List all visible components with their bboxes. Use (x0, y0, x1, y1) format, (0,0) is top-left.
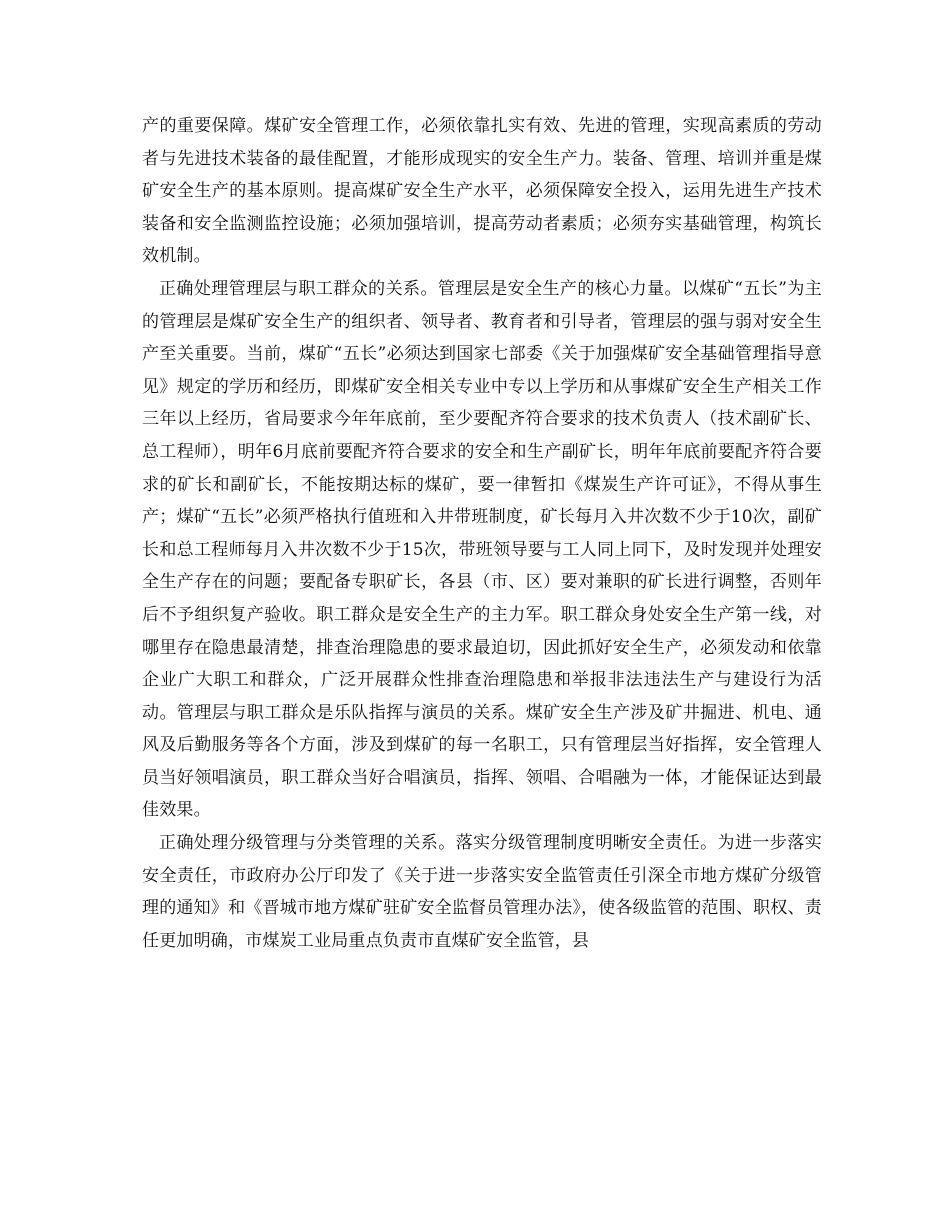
paragraph-tiered-and-categorized-management: 正确处理分级管理与分类管理的关系。落实分级管理制度明晰安全责任。为进一步落实安全责任，市政府办公厅印发了《关于进一步落实安全监管责任引深全市地方煤矿分级管理的通知》和《晋城市地方煤矿驻矿安全监督员管理办法》，使各级监管的范围、职权、责任更加明确，市煤炭工业局重点负责市直煤矿安全监管，县 (142, 833, 822, 951)
document-page (142, 110, 822, 957)
paragraph-management-and-workers: 正确处理管理层与职工群众的关系。管理层是安全生产的核心力量。以煤矿“五长”为主的管理层是煤矿安全生产的组织者、领导者、教育者和引导者，管理层的强与弱对安全生产至关重要。当前，煤矿“五长”必须达到国家七部委《关于加强煤矿安全基础管理指导意见》规定的学历和经历，即煤矿安全相关专业中专以上学历和从事煤矿安全生产相关工作三年以上经历，省局要求今年年底前，至少要配齐符合要求的技术负责人（技术副矿长、总工程师），明年6月底前要配齐符合要求的安全和生产副矿长，明年年底前要配齐符合要求的矿长和副矿长，不能按期达标的煤矿，要一律暂扣《煤炭生产许可证》，不得从事生产；煤矿“五长”必须严格执行值班和入井带班制度，矿长每月入井次数不少于10次，副矿长和总工程师每月入井次数不少于15次，带班领导要与工人同上同下，及时发现并处理安全生产存在的问题；要配备专职矿长，各县（市、区）要对兼职的矿长进行调整，否则年后不予组织复产验收。职工群众是安全生产的主力军。职工群众身处安全生产第一线，对哪里存在隐患最清楚，排查治理隐患的要求最迫切，因此抓好安全生产，必须发动和依靠企业广大职工和群众，广泛开展群众性排查治理隐患和举报非法违法生产与建设行为活动。管理层与职工群众是乐队指挥与演员的关系。煤矿安全生产涉及矿井掘进、机电、通风及后勤服务等各个方面，涉及到煤矿的每一名职工，只有管理层当好指挥，安全管理人员当好领唱演员，职工群众当好合唱演员，指挥、领唱、合唱融为一体，才能保证达到最佳效果。 (142, 278, 822, 821)
paragraph-continuation: 产的重要保障。煤矿安全管理工作，必须依靠扎实有效、先进的管理，实现高素质的劳动者与先进技术装备的最佳配置，才能形成现实的安全生产力。装备、管理、培训并重是煤矿安全生产的基本原则。提高煤矿安全生产水平，必须保障安全投入，运用先进生产技术装备和安全监测监控设施；必须加强培训，提高劳动者素质；必须夯实基础管理，构筑长效机制。 (142, 116, 822, 267)
